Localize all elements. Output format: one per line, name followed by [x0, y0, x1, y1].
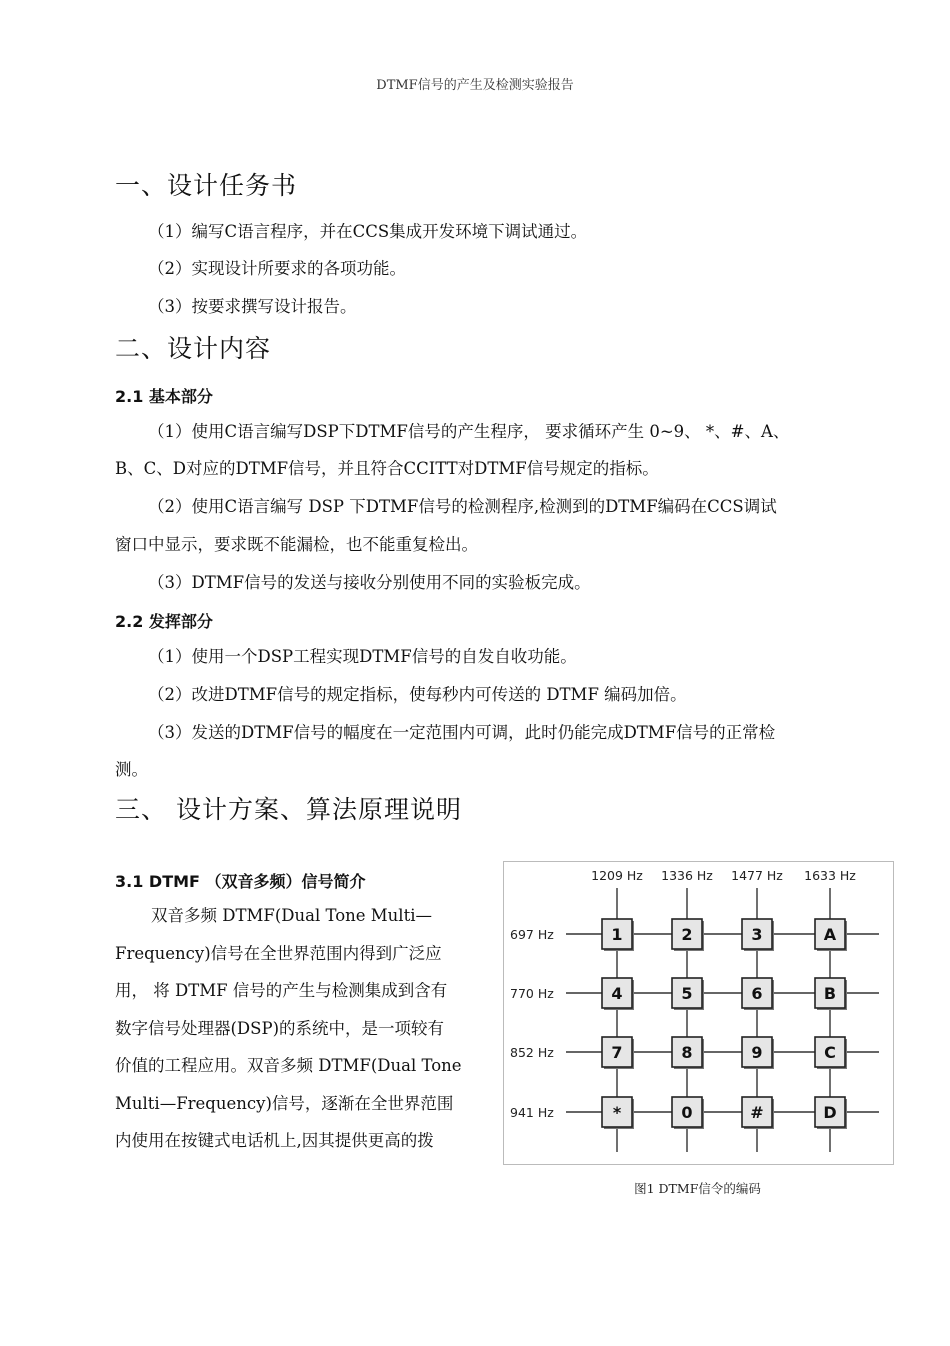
- dtmf-keypad-figure: [503, 861, 894, 1165]
- section-1-heading: 一、设计任务书: [115, 171, 298, 200]
- key-label: 5: [681, 984, 693, 1003]
- key-label: #: [750, 1103, 764, 1122]
- row-frequency-label: 852 Hz: [510, 1045, 554, 1060]
- section-3-heading: 三、 设计方案、算法原理说明: [115, 795, 462, 824]
- extra-item-3-line-1: （3）发送的DTMF信号的幅度在一定范围内可调，此时仍能完成DTMF信号的正常检: [148, 723, 776, 742]
- intro-line-7: 内使用在按键式电话机上,因其提供更高的拨: [115, 1131, 434, 1150]
- subsection-2-1-heading: 2.1 基本部分: [115, 387, 213, 406]
- intro-line-1: 双音多频 DTMF(Dual Tone Multi—: [151, 906, 432, 925]
- key-label: A: [823, 925, 837, 944]
- column-frequency-label: 1633 Hz: [804, 868, 856, 883]
- key-label: D: [823, 1103, 837, 1122]
- task-item-2: （2）实现设计所要求的各项功能。: [148, 259, 406, 278]
- key-label: 7: [611, 1043, 623, 1062]
- extra-item-2: （2）改进DTMF信号的规定指标，使每秒内可传送的 DTMF 编码加倍。: [148, 685, 687, 704]
- row-frequency-label: 770 Hz: [510, 986, 554, 1001]
- intro-line-3: 用， 将 DTMF 信号的产生与检测集成到含有: [115, 981, 448, 1000]
- key-label: 8: [681, 1043, 693, 1062]
- dtmf-intro-paragraph: [115, 897, 490, 1160]
- key-label: 9: [751, 1043, 763, 1062]
- column-frequency-label: 1209 Hz: [591, 868, 643, 883]
- row-frequency-label: 697 Hz: [510, 927, 554, 942]
- key-label: 0: [681, 1103, 693, 1122]
- intro-line-5: 价值的工程应用。双音多频 DTMF(Dual Tone: [115, 1056, 462, 1075]
- key-label: 1: [611, 925, 623, 944]
- key-label: B: [823, 984, 837, 1003]
- intro-line-4: 数字信号处理器(DSP)的系统中，是一项较有: [115, 1018, 445, 1038]
- column-frequency-label: 1336 Hz: [661, 868, 713, 883]
- column-frequency-label: 1477 Hz: [731, 868, 783, 883]
- task-item-1: （1）编写C语言程序，并在CCS集成开发环境下调试通过。: [148, 222, 588, 241]
- key-label: 4: [611, 984, 623, 1003]
- key-label: 2: [681, 925, 693, 944]
- key-label: *: [612, 1103, 622, 1122]
- basic-item-1-line-1: （1）使用C语言编写DSP下DTMF信号的产生程序， 要求循环产生 0~9、 *、#、A、: [148, 422, 790, 441]
- extra-item-3-line-2: 测。: [115, 760, 148, 779]
- figure-caption: 图1 DTMF信令的编码: [634, 1181, 761, 1196]
- basic-item-2-line-2: 窗口中显示，要求既不能漏检，也不能重复检出。: [115, 535, 478, 554]
- dtmf-keypad-diagram: [504, 862, 893, 1164]
- basic-item-3: （3）DTMF信号的发送与接收分别使用不同的实验板完成。: [148, 573, 591, 592]
- section-2-heading: 二、设计内容: [115, 334, 272, 363]
- intro-line-6: Multi—Frequency)信号，逐渐在全世界范围: [115, 1093, 454, 1113]
- basic-item-2-line-1: （2）使用C语言编写 DSP 下DTMF信号的检测程序,检测到的DTMF编码在CCS调试: [148, 497, 777, 516]
- intro-line-2: Frequency)信号在全世界范围内得到广泛应: [115, 943, 442, 963]
- key-label: C: [824, 1043, 836, 1062]
- extra-item-1: （1）使用一个DSP工程实现DTMF信号的自发自收功能。: [148, 647, 577, 666]
- key-label: 6: [751, 984, 763, 1003]
- key-label: 3: [751, 925, 763, 944]
- subsection-2-2-heading: 2.2 发挥部分: [115, 612, 213, 631]
- task-item-3: （3）按要求撰写设计报告。: [148, 297, 357, 316]
- row-frequency-label: 941 Hz: [510, 1105, 554, 1120]
- subsection-3-1-heading: 3.1 DTMF （双音多频）信号简介: [115, 872, 366, 891]
- running-header: DTMF信号的产生及检测实验报告: [376, 78, 574, 93]
- basic-item-1-line-2: B、C、D对应的DTMF信号，并且符合CCITT对DTMF信号规定的指标。: [115, 459, 659, 478]
